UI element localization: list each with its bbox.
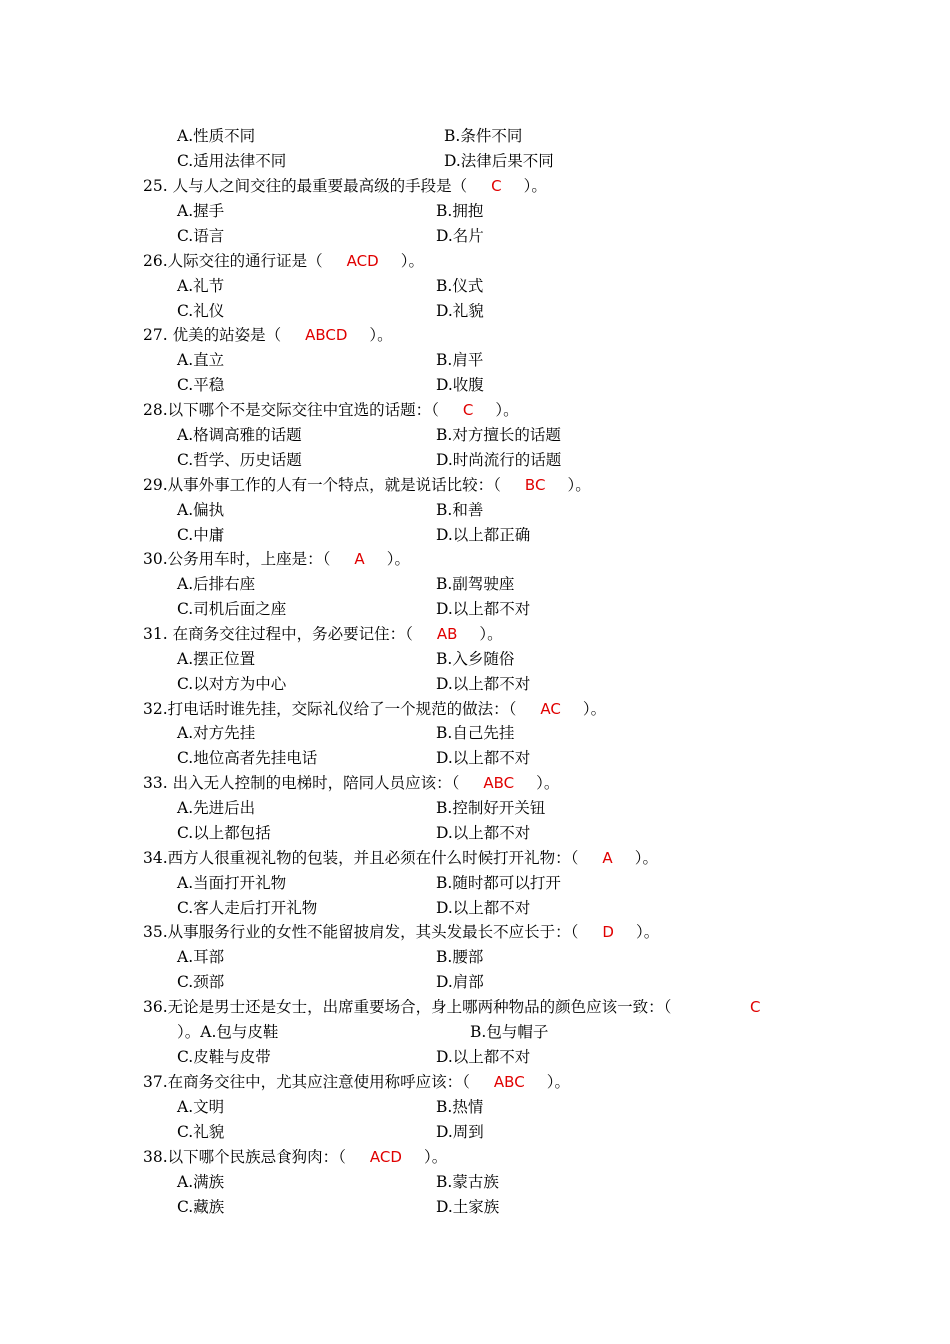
option-b: B.控制好开关钮 [436, 799, 546, 817]
option-d: D.以上都不对 [436, 1048, 531, 1066]
question-29 [0, 473, 950, 498]
question-text: 以下哪个不是交际交往中宜选的话题：（ [167, 401, 439, 419]
question-close-option-a: ）。A.包与皮鞋 [177, 1023, 279, 1041]
option-d: D.以上都正确 [436, 526, 531, 544]
answer-mark: ABC [493, 1073, 525, 1091]
option-row [0, 871, 950, 896]
answer-mark: D [602, 923, 614, 941]
question-30 [0, 547, 950, 572]
option-b: B.肩平 [436, 351, 484, 369]
option-row [0, 970, 950, 995]
option-row [0, 746, 950, 771]
option-row [0, 224, 950, 249]
option-b: B.对方擅长的话题 [436, 426, 561, 444]
question-number: 32. [143, 700, 168, 718]
option-a: A.耳部 [177, 948, 225, 966]
option-a: A.性质不同 [177, 127, 256, 145]
option-row [0, 523, 950, 548]
option-a: A.握手 [177, 202, 225, 220]
option-b: B.拥抱 [436, 202, 484, 220]
question-text: 在商务交往过程中，务必要记住：（ [167, 625, 413, 643]
question-text: 优美的站姿是（ [167, 326, 282, 344]
question-31 [0, 622, 950, 647]
option-a: A.先进后出 [177, 799, 256, 817]
question-close: ）。 [386, 550, 410, 568]
question-text: 以下哪个民族忌食狗肉：（ [167, 1148, 346, 1166]
option-d: D.以上都不对 [436, 600, 531, 618]
question-close: ）。 [536, 774, 560, 792]
option-b: B.条件不同 [444, 127, 523, 145]
answer-mark: ACD [346, 252, 379, 270]
option-d: D.肩部 [436, 973, 484, 991]
option-row [0, 896, 950, 921]
question-number: 25. [143, 177, 168, 195]
option-row [0, 796, 950, 821]
question-number: 28. [143, 401, 168, 419]
question-27 [0, 323, 950, 348]
option-row [0, 1045, 950, 1070]
question-close: ）。 [369, 326, 393, 344]
question-text: 西方人很重视礼物的包装，并且必须在什么时候打开礼物：（ [167, 849, 579, 867]
question-close: ）。 [546, 1073, 570, 1091]
option-row [0, 945, 950, 970]
question-text: 从事服务行业的女性不能留披肩发，其头发最长不应长于：（ [167, 923, 579, 941]
question-close: ）。 [523, 177, 547, 195]
option-c: C.司机后面之座 [177, 600, 287, 618]
question-number: 26. [143, 252, 168, 270]
question-25 [0, 174, 950, 199]
option-a: A.偏执 [177, 501, 225, 519]
option-row [0, 199, 950, 224]
option-a: A.礼节 [177, 277, 225, 295]
question-text: 公务用车时，上座是：（ [167, 550, 331, 568]
question-close: ）。 [423, 1148, 448, 1166]
option-b: B.仪式 [436, 277, 484, 295]
option-c: C.藏族 [177, 1198, 225, 1216]
option-c: C.平稳 [177, 376, 225, 394]
question-37 [0, 1070, 950, 1095]
question-close: ）。 [635, 923, 660, 941]
option-b: B.热情 [436, 1098, 484, 1116]
option-row [0, 274, 950, 299]
option-row [0, 373, 950, 398]
answer-mark: AC [540, 700, 561, 718]
question-38 [0, 1145, 950, 1170]
option-row [0, 1170, 950, 1195]
option-row [0, 149, 950, 174]
option-d: D.以上都不对 [436, 899, 531, 917]
question-number: 30. [143, 550, 168, 568]
option-c: C.颈部 [177, 973, 225, 991]
option-b: B.副驾驶座 [436, 575, 515, 593]
option-b: B.包与帽子 [470, 1023, 549, 1041]
question-number: 35. [143, 923, 168, 941]
option-b: B.蒙古族 [436, 1173, 499, 1191]
question-33 [0, 771, 950, 796]
question-number: 37. [143, 1073, 168, 1091]
answer-mark: C [750, 998, 761, 1016]
answer-mark: BC [524, 476, 546, 494]
option-c: C.礼貌 [177, 1123, 225, 1141]
option-row [0, 124, 950, 149]
option-d: D.土家族 [436, 1198, 500, 1216]
answer-mark: AB [436, 625, 458, 643]
question-close: ）。 [634, 849, 658, 867]
option-row [0, 721, 950, 746]
question-text: 无论是男士还是女士，出席重要场合，身上哪两种物品的颜色应该一致：（ [167, 998, 672, 1016]
option-a: A.文明 [177, 1098, 225, 1116]
option-a: A.格调高雅的话题 [177, 426, 302, 444]
option-row [0, 348, 950, 373]
option-row [0, 498, 950, 523]
option-d: D.以上都不对 [436, 824, 531, 842]
question-number: 31. [143, 625, 168, 643]
question-28 [0, 398, 950, 423]
answer-mark: C [462, 401, 474, 419]
option-d: D.以上都不对 [436, 675, 531, 693]
question-number: 27. [143, 326, 168, 344]
option-row [0, 597, 950, 622]
option-row [0, 647, 950, 672]
question-text: 人与人之间交往的最重要最高级的手段是（ [167, 177, 468, 195]
option-d: D.名片 [436, 227, 484, 245]
question-36 [0, 995, 950, 1020]
question-close: ）。 [495, 401, 519, 419]
answer-mark: ACD [369, 1148, 402, 1166]
option-b: B.腰部 [436, 948, 484, 966]
question-35 [0, 920, 950, 945]
answer-mark: A [602, 849, 613, 867]
option-c: C.客人走后打开礼物 [177, 899, 318, 917]
question-number: 36. [143, 998, 168, 1016]
option-a: A.摆正位置 [177, 650, 256, 668]
option-c: C.哲学、历史话题 [177, 451, 302, 469]
question-34 [0, 846, 950, 871]
question-close: ）。 [567, 476, 591, 494]
question-32 [0, 697, 950, 722]
option-a: A.当面打开礼物 [177, 874, 287, 892]
answer-mark: A [354, 550, 365, 568]
option-d: D.时尚流行的话题 [436, 451, 562, 469]
option-c: C.皮鞋与皮带 [177, 1048, 271, 1066]
option-d: D.以上都不对 [436, 749, 531, 767]
question-text: 在商务交往中，尤其应注意使用称呼应该：（ [167, 1073, 470, 1091]
option-c: C.礼仪 [177, 302, 225, 320]
option-row [0, 672, 950, 697]
option-d: D.法律后果不同 [444, 152, 554, 170]
option-c: C.以上都包括 [177, 824, 271, 842]
question-text: 从事外事工作的人有一个特点，就是说话比较：（ [167, 476, 501, 494]
question-close: ）。 [400, 252, 424, 270]
option-a: A.对方先挂 [177, 724, 256, 742]
option-b: B.自己先挂 [436, 724, 515, 742]
question-close: ）。 [479, 625, 503, 643]
option-d: D.礼貌 [436, 302, 484, 320]
question-text: 打电话时谁先挂，交际礼仪给了一个规范的做法：（ [167, 700, 517, 718]
question-number: 29. [143, 476, 168, 494]
option-row [0, 1095, 950, 1120]
option-row [0, 448, 950, 473]
option-row [0, 1195, 950, 1220]
question-text: 出入无人控制的电梯时，陪同人员应该：（ [167, 774, 460, 792]
answer-mark: C [491, 177, 502, 195]
option-row [0, 423, 950, 448]
answer-mark: ABC [483, 774, 515, 792]
option-row [0, 821, 950, 846]
option-b: B.入乡随俗 [436, 650, 515, 668]
option-c: C.以对方为中心 [177, 675, 287, 693]
option-d: D.周到 [436, 1123, 484, 1141]
option-row [0, 1120, 950, 1145]
question-26 [0, 249, 950, 274]
option-c: C.中庸 [177, 526, 225, 544]
question-text: 人际交往的通行证是（ [167, 252, 323, 270]
question-close: ）。 [582, 700, 607, 718]
option-a: A.直立 [177, 351, 225, 369]
option-d: D.收腹 [436, 376, 484, 394]
question-number: 38. [143, 1148, 168, 1166]
question-number: 33. [143, 774, 168, 792]
option-row [0, 1020, 950, 1045]
option-a: A.后排右座 [177, 575, 256, 593]
option-row [0, 299, 950, 324]
option-c: C.地位高者先挂电话 [177, 749, 318, 767]
answer-mark: ABCD [305, 326, 348, 344]
question-number: 34. [143, 849, 168, 867]
option-b: B.随时都可以打开 [436, 874, 561, 892]
option-row [0, 572, 950, 597]
option-c: C.适用法律不同 [177, 152, 287, 170]
option-c: C.语言 [177, 227, 225, 245]
option-b: B.和善 [436, 501, 484, 519]
option-a: A.满族 [177, 1173, 225, 1191]
